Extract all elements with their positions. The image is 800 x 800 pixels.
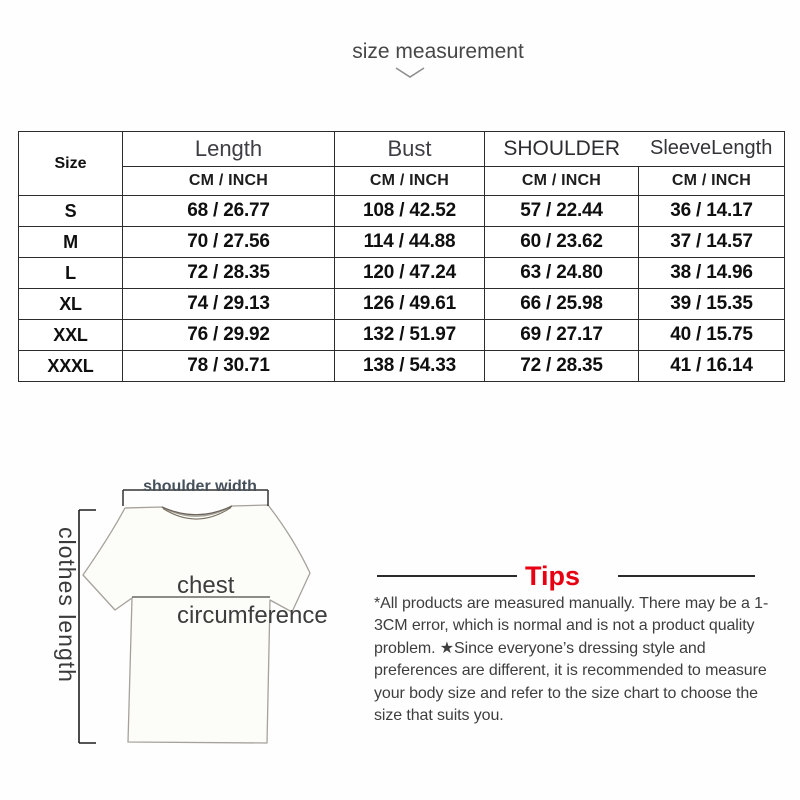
cell-shoulder: 69 / 27.17 [485,320,639,351]
cell-length: 76 / 29.92 [123,320,335,351]
col-header-size: Size [19,132,123,196]
cell-sleeve: 37 / 14.57 [639,227,785,258]
header-row-main [19,132,785,167]
chest-circumference-label [177,571,328,631]
table-row [19,289,785,320]
cell-shoulder: 57 / 22.44 [485,196,639,227]
tips-body-text: *All products are measured manually. There may be a 1-3CM error, which is normal and is not a product quality problem. ★Since everyone’s dressing style and preferences are different, it is recommended to measure your body size and refer to the size chart to choose the size that suits you. [374,595,769,725]
table-row [19,196,785,227]
col-header-shoulder-sleeve [485,132,785,167]
col-header-sleevelength: SleeveLength [650,137,773,159]
header-row-units [19,167,785,196]
cell-sleeve: 40 / 15.75 [639,320,785,351]
cell-bust: 132 / 51.97 [335,320,485,351]
cell-length: 68 / 26.77 [123,196,335,227]
cell-length: 78 / 30.71 [123,351,335,382]
chevron-down-icon [394,66,426,80]
cell-sleeve: 41 / 16.14 [639,351,785,382]
cell-sleeve: 39 / 15.35 [639,289,785,320]
cell-bust: 138 / 54.33 [335,351,485,382]
cell-sleeve: 38 / 14.96 [639,258,785,289]
tips-right-rule [618,575,755,577]
cell-bust: 120 / 47.24 [335,258,485,289]
cell-length: 74 / 29.13 [123,289,335,320]
chest-label-line2: circumference [177,602,328,629]
cell-size: S [19,196,123,227]
chest-label-line1: chest [177,572,235,599]
table-row [19,227,785,258]
unit-header-length: CM / INCH [123,167,335,196]
unit-header-shoulder: CM / INCH [485,167,639,196]
unit-header-sleevelength: CM / INCH [639,167,785,196]
cell-size: L [19,258,123,289]
cell-shoulder: 60 / 23.62 [485,227,639,258]
cell-size: M [19,227,123,258]
clothes-length-line [79,510,96,743]
cell-bust: 126 / 49.61 [335,289,485,320]
col-header-shoulder: SHOULDER [503,137,621,160]
clothes-length-label: clothes length [54,527,80,683]
table-row [19,320,785,351]
tips-heading [377,561,755,591]
cell-size: XXL [19,320,123,351]
cell-size: XXXL [19,351,123,382]
cell-shoulder: 66 / 25.98 [485,289,639,320]
tips-left-rule [377,575,517,577]
page-title: size measurement [352,40,524,63]
cell-length: 72 / 28.35 [123,258,335,289]
unit-header-bust: CM / INCH [335,167,485,196]
col-header-length: Length [123,132,335,167]
cell-sleeve: 36 / 14.17 [639,196,785,227]
table-row [19,351,785,382]
cell-size: XL [19,289,123,320]
col-header-bust: Bust [335,132,485,167]
cell-bust: 108 / 42.52 [335,196,485,227]
cell-bust: 114 / 44.88 [335,227,485,258]
shoulder-width-label: shoulder width [143,478,257,495]
table-row [19,258,785,289]
cell-shoulder: 72 / 28.35 [485,351,639,382]
size-table [18,131,785,382]
cell-length: 70 / 27.56 [123,227,335,258]
tips-title: Tips [525,561,581,591]
cell-shoulder: 63 / 24.80 [485,258,639,289]
